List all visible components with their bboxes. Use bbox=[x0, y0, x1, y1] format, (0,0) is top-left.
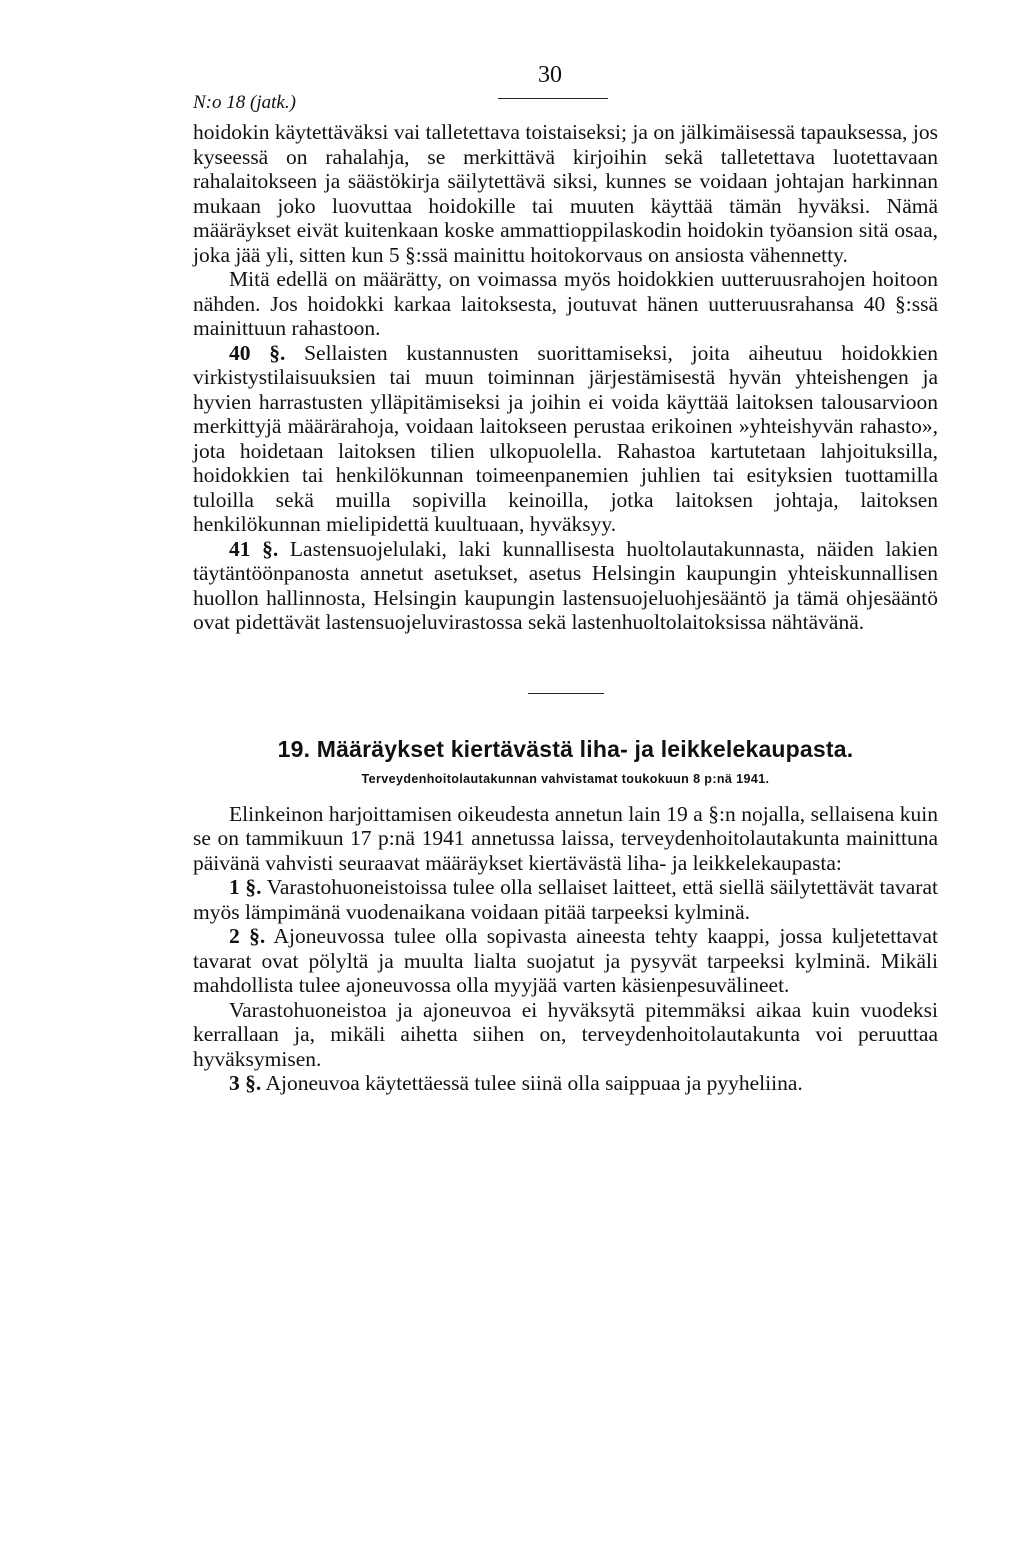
paragraph-uutteruusrahat: Mitä edellä on määrätty, on voimassa myös hoidokkien uutteruusrahojen hoitoon nähden. Jos hoidokki karkaa laitoksesta, joutuvat hänen uutteruusrahansa 40 §:ssä mainittuun rahastoon. bbox=[193, 267, 938, 340]
page-number: 30 bbox=[538, 62, 562, 88]
chapter-title: 19. Määräykset kiertävästä liha- ja leikkelekaupasta. bbox=[277, 735, 854, 762]
chapter-intro: Elinkeinon harjoittamisen oikeudesta annetun lain 19 a §:n nojalla, sellaisena kuin se on tammikuun 17 p:nä 1941 annetussa laissa, terveydenhoitolautakunta mainittuna päivänä vahvisti seuraavat määräykset kiertävästä liha- ja leikkelekaupasta: bbox=[193, 801, 938, 875]
section-3-number: 3 §. bbox=[229, 1071, 262, 1095]
running-head: N:o 18 (jatk.) bbox=[193, 92, 296, 113]
page-body bbox=[193, 120, 938, 1096]
paragraph-continuation: hoidokin käytettäväksi vai talletettava toistaiseksi; ja on jälkimäisessä tapauksessa, jos kyseessä on rahalahja, se merkittävä kirjoihin sekä talletettava luotettavaan rahalaitokseen ja säästökirja säilytettävä siksi, kunnes se voidaan johtajan harkinnan mukaan joko luovuttaa hoidokille tai muuten käyttää tämän hyväksi. Nämä määräykset eivät kuitenkaan koske ammattioppilaskodin hoidokin työansion sitä osaa, joka jää yli, sitten kun 5 §:ssä mainittu hoitokorvaus on ansiosta vähennetty. bbox=[193, 120, 938, 267]
section-41-number: 41 §. bbox=[229, 536, 279, 561]
section-3 bbox=[193, 1071, 938, 1096]
section-3-text: Ajoneuvoa käytettäessä tulee siinä olla saippuaa ja pyyheliina. bbox=[265, 1071, 803, 1095]
section-2-text: Ajoneuvossa tulee olla sopivasta aineesta tehty kaappi, jossa kuljetettavat tavarat ovat pölyltä ja muulta lialta suojatut ja pysyvät tarpeeksi kylminä. Mikäli mahdollista tulee ajoneuvossa olla myyjää varten käsienpesuvälineet. bbox=[193, 924, 938, 997]
section-41-text: Lastensuojelulaki, laki kunnallisesta huoltolautakunnasta, näiden lakien täytäntöönpanosta annetut asetukset, asetus Helsingin kaupungin yhteiskunnallisen huollon hallinnosta, Helsingin kaupungin lastensuojeluohjesääntö ja tämä ohjesääntö ovat pidettävät lastensuojeluvirastossa sekä lastenhuoltolaitoksissa nähtävänä. bbox=[193, 536, 938, 634]
section-40-text: Sellaisten kustannusten suorittamiseksi, joita aiheutuu hoidokkien virkistystilaisuuksien tai muun toiminnan järjestämisestä hyvän yhteishengen ja hyvien harrastusten ylläpitämiseksi ja joihin ei voida käyttää laitoksen talousarvioon merkittyjä määrärahoja, voidaan laitokseen perustaa erikoinen »yhteishyvän rahasto», jota hoidetaan laitoksen tilien ulkopuolella. Rahastoa kartutetaan lahjoituksilla, hoidokkien tai henkilökunnan toimeenpanemien juhlien tai esityksien tuottamilla tuloilla sekä muilla sopivilla keinoilla, jotka laitoksen johtaja, laitoksen henkilökunnan mielipidettä kuultuaan, hyväksyy. bbox=[193, 340, 939, 536]
section-40-number: 40 §. bbox=[229, 340, 286, 365]
paragraph-varastohuoneisto: Varastohuoneistoa ja ajoneuvoa ei hyväksytä pitemmäksi aikaa kuin vuodeksi kerrallaan ja, mikäli aihetta siihen on, terveydenhoitolautakunta voi peruuttaa hyväksymisen. bbox=[193, 997, 938, 1071]
section-40 bbox=[193, 341, 938, 537]
page-number-rule bbox=[498, 98, 608, 99]
section-1-number: 1 §. bbox=[229, 875, 262, 899]
section-1-text: Varastohuoneistoissa tulee olla sellaiset laitteet, että siellä säilytettävät tavarat myös lämpimänä vuodenaikana voidaan pitää tarpeeksi kylminä. bbox=[193, 875, 938, 924]
page-header bbox=[193, 62, 938, 113]
section-2 bbox=[193, 924, 938, 998]
section-1 bbox=[193, 875, 938, 924]
section-2-number: 2 §. bbox=[229, 924, 266, 948]
chapter-subtitle: Terveydenhoitolautakunnan vahvistamat toukokuun 8 p:nä 1941. bbox=[361, 771, 770, 786]
section-divider bbox=[528, 693, 604, 694]
section-41 bbox=[193, 537, 938, 635]
